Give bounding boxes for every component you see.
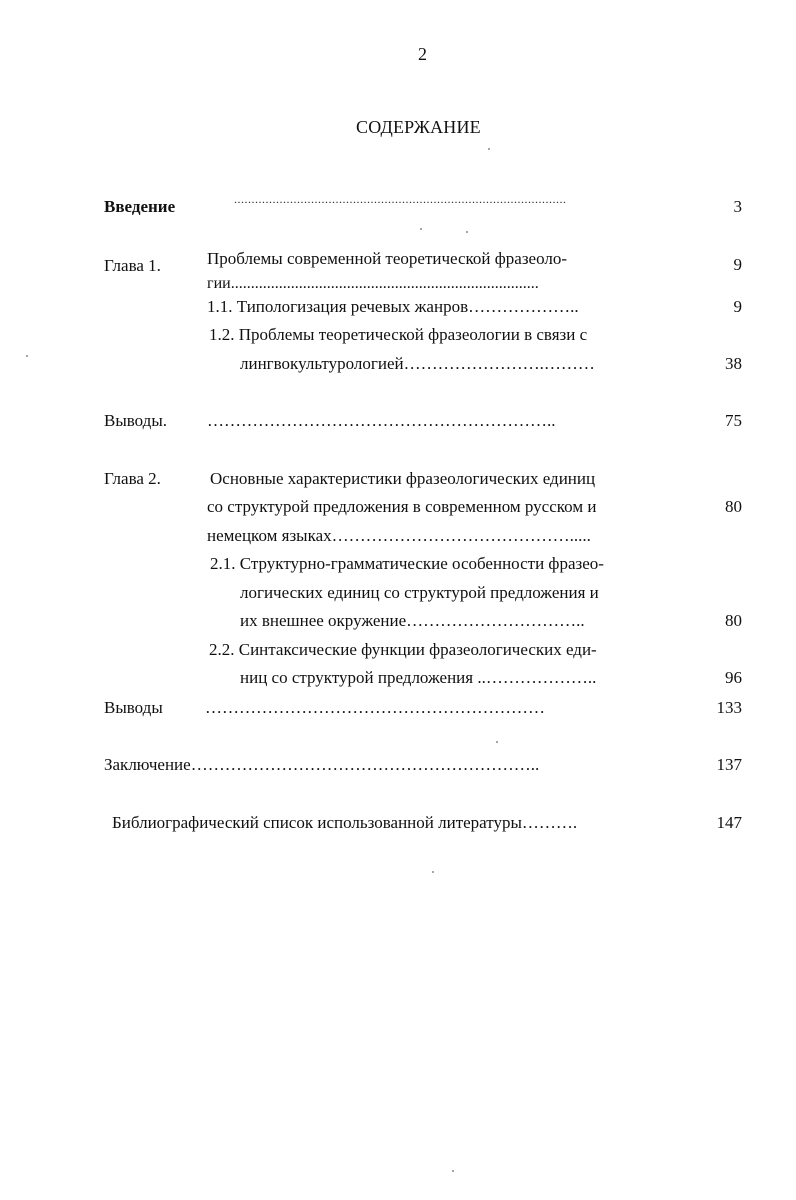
toc-concl2-label: Выводы [104,698,163,717]
toc-ch2-s2-page: 96 [725,668,742,687]
toc-intro-page: 3 [733,197,742,216]
toc-ch2-page: 80 [725,497,742,516]
scan-speck [420,228,422,230]
toc-bibliography-page: 147 [716,813,742,832]
toc-ch2-s2-line2: ниц со структурой предложения ..……………….. [240,668,597,687]
toc-concl2-dots: …………………………………………………… [205,698,545,717]
toc-intro-label: Введение [104,197,176,216]
toc-concl1-label: Выводы. [104,411,168,430]
toc-concl2-page: 133 [716,698,742,717]
toc-concl1-page: 75 [725,411,742,430]
toc-conclusion-page: 137 [716,755,742,774]
toc-ch1-s2-page: 38 [725,354,742,373]
toc-conclusion: Заключение…………………………………………………….. [104,755,540,774]
scan-speck [496,741,498,743]
toc-ch2-s1-line1: 2.1. Структурно-грамматические особенности фразео- [210,554,604,573]
toc-ch1-s2-line1: 1.2. Проблемы теоретической фразеологии в связи с [209,325,588,344]
toc-ch1-line2: гии............................................................................. [207,275,539,292]
page-number: 2 [418,44,427,64]
toc-concl1-dots: …………………………………………………….. [207,411,556,430]
scan-speck [452,1170,454,1172]
toc-ch2-label: Глава 2. [104,469,161,488]
toc-ch2-line2: со структурой предложения в современном русском и [207,497,597,516]
scan-speck [488,148,490,150]
toc-bibliography: Библиографический список использованной литературы………. [112,813,578,832]
toc-ch1-s2-line2: лингвокультурологией…………………….……… [240,354,595,373]
scan-speck [432,871,434,873]
toc-ch2-s1-line3: их внешнее окружение………………………….. [240,611,585,630]
toc-ch2-s1-page: 80 [725,611,742,630]
scan-speck [466,231,468,233]
page-title: СОДЕРЖАНИЕ [356,117,481,137]
toc-ch2-line3: немецком языках……………………………………..... [207,526,591,545]
toc-ch1-label: Глава 1. [104,256,161,275]
toc-ch1-s1: 1.1. Типологизация речевых жанров……………….. [207,297,579,316]
toc-ch1-s1-page: 9 [733,297,742,316]
toc-ch2-s1-line2: логических единиц со структурой предложения и [240,583,599,602]
toc-ch1-line1: Проблемы современной теоретической фразеоло- [207,249,568,268]
toc-ch1-page: 9 [733,255,742,274]
toc-intro-dots: ............................................................................................... [234,192,567,206]
toc-ch2-line1: Основные характеристики фразеологических единиц [210,469,596,488]
scan-speck [26,355,28,357]
toc-ch2-s2-line1: 2.2. Синтаксические функции фразеологических еди- [209,640,597,659]
